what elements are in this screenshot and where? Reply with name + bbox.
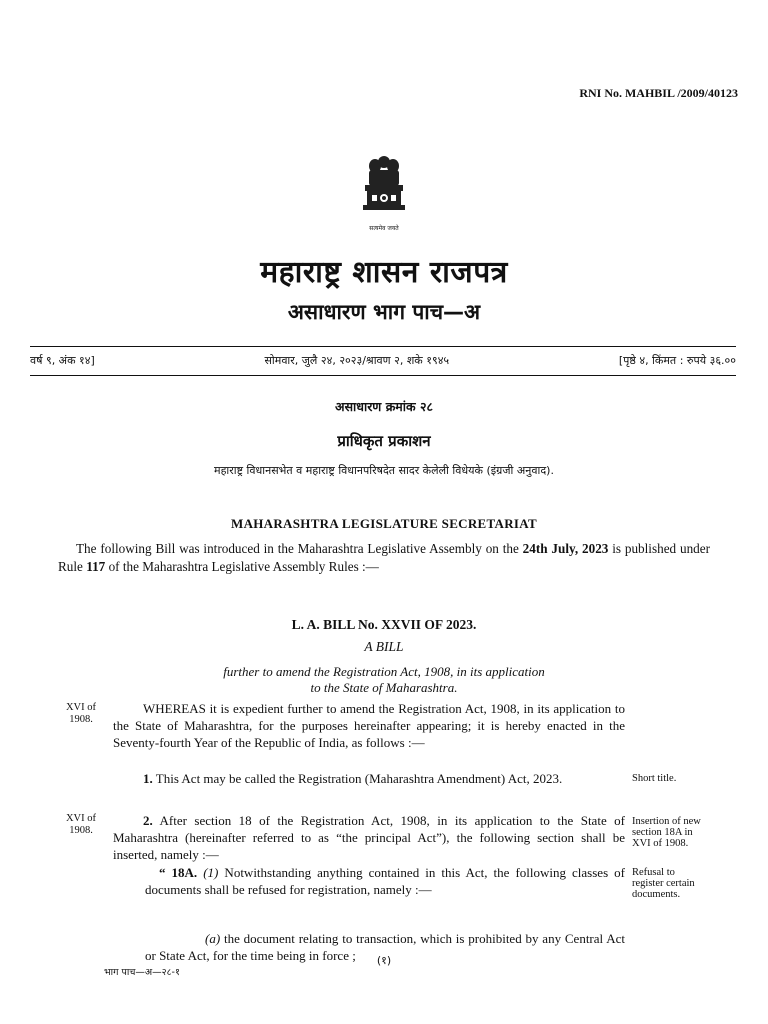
clause-a bbox=[145, 917, 625, 977]
authoritative-publication: प्राधिकृत प्रकाशन bbox=[337, 432, 431, 450]
emblem-motto: सत्यमेव जयते bbox=[369, 225, 399, 232]
intro-text-3: of the Maharashtra Legislative Assembly Rules :— bbox=[105, 559, 379, 574]
intro-text-1: The following Bill was introduced in the Maharashtra Legislative Assembly on the bbox=[76, 541, 523, 556]
preamble-margin-ref: XVI of 1908. bbox=[65, 702, 97, 725]
gazette-title: महाराष्ट्र शासन राजपत्र bbox=[260, 255, 508, 290]
rni-number: RNI No. MAHBIL /2009/40123 bbox=[579, 86, 738, 100]
a-bill-label: A BILL bbox=[364, 639, 404, 654]
masthead-row bbox=[30, 353, 736, 368]
intro-paragraph bbox=[58, 540, 710, 576]
section-1 bbox=[113, 770, 625, 787]
section-2-margin-ref: XVI of 1908. bbox=[65, 813, 97, 836]
bill-long-title bbox=[0, 664, 768, 696]
section-18a bbox=[145, 864, 625, 898]
top-rule bbox=[30, 346, 736, 347]
page-number: (१) bbox=[376, 954, 392, 967]
long-title-line-2: to the State of Maharashtra. bbox=[310, 680, 458, 695]
long-title-line-1: further to amend the Registration Act, 1908, in its application bbox=[223, 664, 545, 679]
section-2-text: After section 18 of the Registration Act, 1908, in its application to the State of Maharashtra (hereinafter referred to as “the principal Act”), the following section shall be inserted, namely :— bbox=[113, 813, 625, 862]
section-2-number: 2. bbox=[143, 813, 153, 828]
preamble bbox=[113, 700, 625, 751]
ashoka-emblem-icon bbox=[355, 152, 413, 232]
clause-a-label: (a) bbox=[205, 931, 221, 946]
section-18a-sub-number: (1) bbox=[197, 865, 219, 880]
bottom-rule bbox=[30, 375, 736, 376]
volume-issue: वर्ष ९, अंक १४] bbox=[30, 354, 95, 367]
page-footer: भाग पाच—अ—२८-१ bbox=[104, 967, 180, 978]
section-18a-text: Notwithstanding anything contained in this Act, the following classes of documents shall be refused for registration, namely :— bbox=[145, 865, 625, 897]
secretariat-heading: MAHARASHTRA LEGISLATURE SECRETARIAT bbox=[231, 516, 537, 531]
section-1-number: 1. bbox=[143, 771, 153, 786]
section-2-side-note: Insertion of new section 18A in XVI of 1908. bbox=[632, 816, 701, 849]
issue-date: सोमवार, जुलै २४, २०२३/श्रावण २, शके १९४५ bbox=[264, 354, 450, 367]
intro-date: 24th July, 2023 bbox=[522, 541, 609, 556]
intro-text-2: is published under Rule bbox=[58, 541, 710, 574]
intro-rule-number: 117 bbox=[86, 559, 106, 574]
bill-number: L. A. BILL No. XXVII OF 2023. bbox=[291, 617, 477, 632]
state-emblem bbox=[355, 152, 413, 232]
section-1-text: This Act may be called the Registration (Maharashtra Amendment) Act, 2023. bbox=[152, 771, 563, 786]
extraordinary-number: असाधारण क्रमांक २८ bbox=[335, 399, 433, 414]
preamble-text: WHEREAS it is expedient further to amend the Registration Act, 1908, in its application to the State of Maharashtra, for the purposes hereinafter appearing; it is hereby enacted in the Seventy-fourth Year of the Republic of India, as follows :— bbox=[113, 701, 625, 750]
bills-note: महाराष्ट्र विधानसभेत व महाराष्ट्र विधानपरिषदेत सादर केलेली विधेयके (इंग्रजी अनुवाद). bbox=[214, 464, 554, 477]
section-1-side-note: Short title. bbox=[632, 773, 677, 784]
pages-price: [पृष्ठे ४, किंमत : रुपये ३६.०० bbox=[618, 354, 736, 367]
gazette-subtitle: असाधारण भाग पाच—अ bbox=[287, 300, 481, 324]
section-18a-number: “ 18A. bbox=[159, 865, 198, 880]
section-2 bbox=[113, 812, 625, 863]
section-18a-side-note: Refusal to register certain documents. bbox=[632, 867, 695, 900]
clause-a-text: the document relating to transaction, which is prohibited by any Central Act or State Act, for the time being in force ; bbox=[145, 931, 625, 963]
